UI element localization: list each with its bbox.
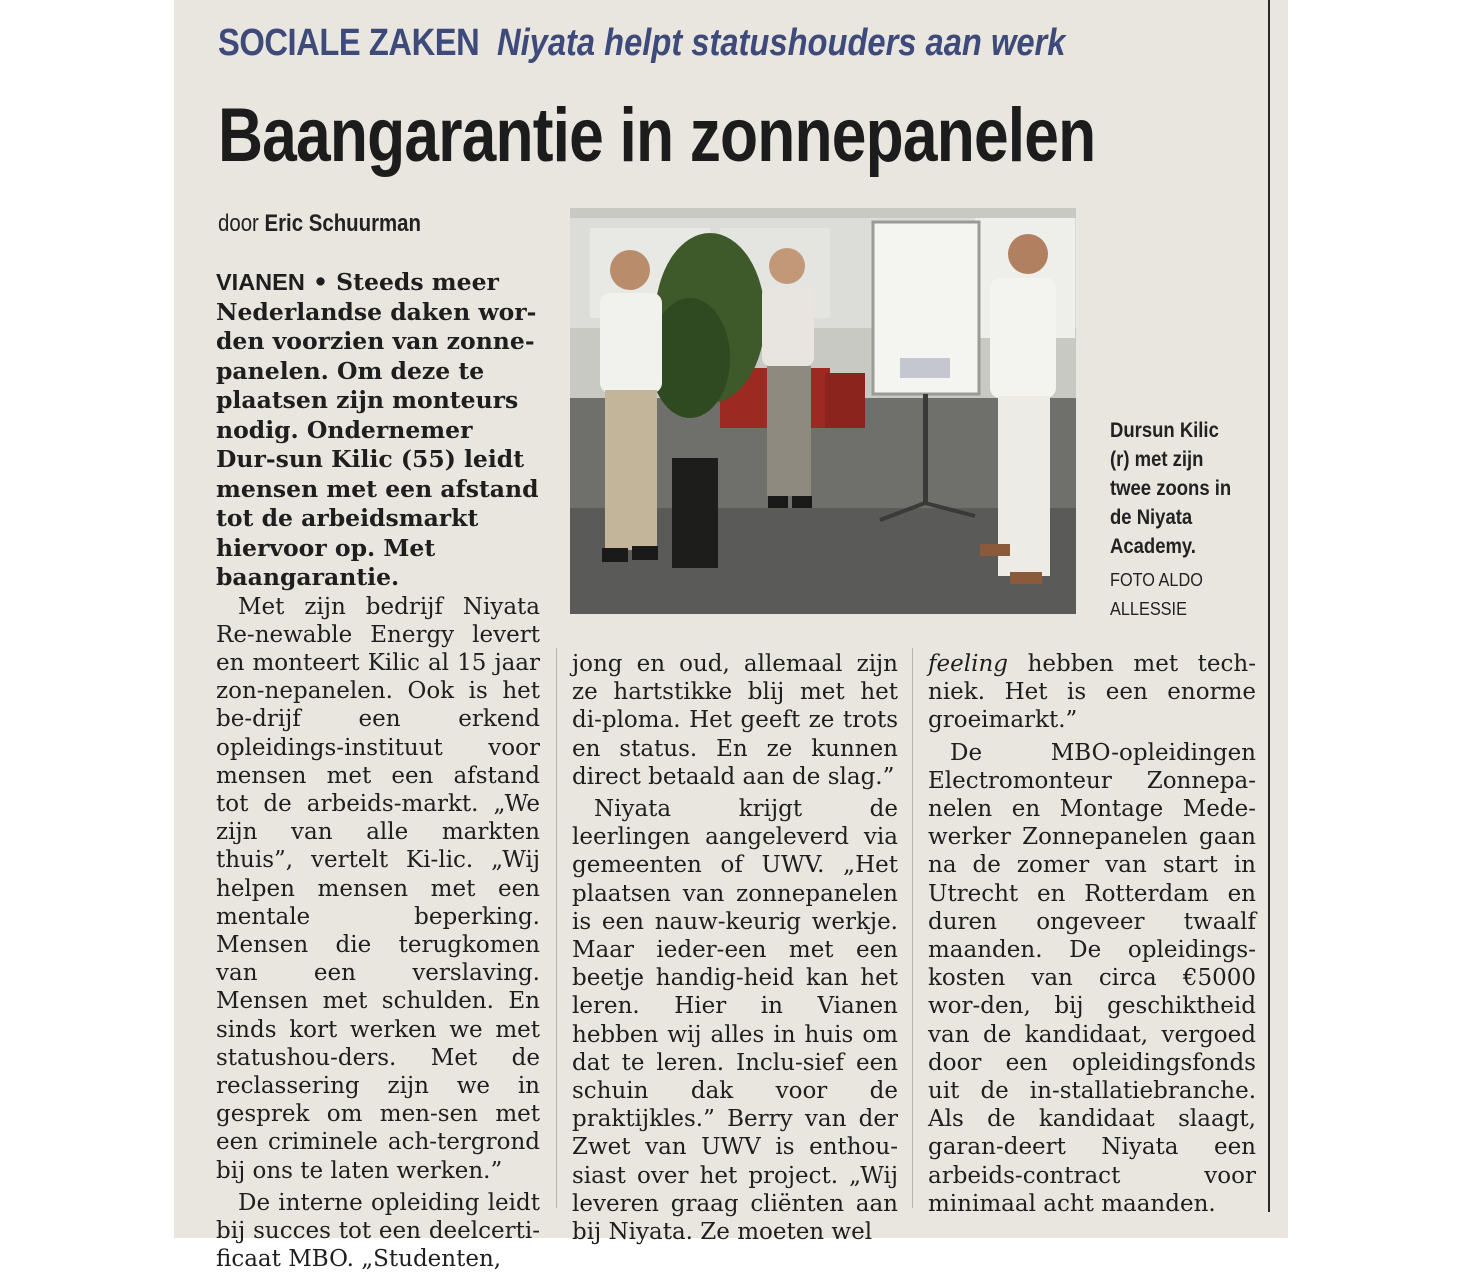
topic-line: Niyata helpt statushouders aan werk bbox=[497, 22, 1066, 64]
photo-caption bbox=[1110, 416, 1260, 623]
byline-prefix: door bbox=[218, 210, 259, 237]
column-rule bbox=[1268, 0, 1270, 1212]
author-name: Eric Schuurman bbox=[264, 210, 421, 237]
column-gutter bbox=[912, 648, 913, 1208]
caption-text: Dursun Kilic (r) met zijn twee zoons in de Niyata Academy. bbox=[1110, 419, 1232, 558]
body-paragraph: De interne opleiding leidt bij succes tot een deelcerti-ficaat MBO. „Studenten, bbox=[216, 1189, 540, 1273]
lead-text: • Steeds meer Nederlandse daken wor-den voorzien van zonne-panelen. Om deze te plaatsen zijn monteurs nodig. Ondernemer Dur-sun Kilic (55) leidt mensen met een afstand tot de arbeidsmarkt hiervoor op. Met baangarantie. bbox=[216, 268, 539, 591]
lead-paragraph bbox=[216, 268, 540, 593]
section-rubric: SOCIALE ZAKEN bbox=[218, 22, 480, 64]
article-column-3 bbox=[928, 650, 1256, 1218]
office-scene-image bbox=[570, 208, 1076, 614]
body-paragraph: jong en oud, allemaal zijn ze hartstikke blij met het di-ploma. Het geeft ze trots en status. En ze kunnen direct betaald aan de slag.” bbox=[572, 651, 898, 790]
emphasis-word: feeling bbox=[928, 651, 1008, 677]
kicker bbox=[218, 22, 1112, 72]
photo-credit: FOTO ALDO ALLESSIE bbox=[1110, 569, 1203, 619]
byline bbox=[218, 210, 421, 238]
column-gutter bbox=[556, 648, 557, 1208]
article-column-1 bbox=[216, 268, 540, 1273]
body-paragraph bbox=[928, 650, 1256, 735]
body-paragraph: Met zijn bedrijf Niyata Re-newable Energy levert en monteert Kilic al 15 jaar zon-nepanelen. Ook is het be-drijf een erkend opleidings-instituut voor mensen met een afstand tot de arbeids-markt. „We zijn van alle markten thuis”, vertelt Ki-lic. „Wij helpen mensen met een mentale beperking. Mensen die terugkomen van een verslaving. Mensen met schulden. En sinds kort werken we met statushou-ders. Met de reclassering zijn we in gesprek om men-sen met een criminele ach-tergrond bij ons te laten werken.” bbox=[216, 593, 540, 1184]
body-paragraph: De MBO-opleidingen Electromonteur Zonnepa-nelen en Montage Mede-werker Zonnepanelen gaan na de zomer van start in Utrecht en Rotterdam en duren ongeveer twaalf maanden. De opleidings-kosten van circa €5000 wor-den, bij geschiktheid van de kandidaat, vergoed door een opleidingsfonds uit de in-stallatiebranche. Als de kandidaat slaagt, garan-deert Niyata een arbeids-contract voor minimaal acht maanden. bbox=[928, 739, 1256, 1217]
dateline: VIANEN bbox=[216, 269, 305, 295]
headline: Baangarantie in zonnepanelen bbox=[218, 93, 1096, 178]
body-text: hebben met tech-niek. Het is een enorme groeimarkt.” bbox=[928, 651, 1256, 734]
article-column-2 bbox=[572, 650, 898, 1246]
body-paragraph: Niyata krijgt de leerlingen aangeleverd via gemeenten of UWV. „Het plaatsen van zonnepanelen is een nauw-keurig werkje. Maar ieder-een met een beetje handig-heid kan het leren. Hier in Vianen hebben wij alles in huis om dat te leren. Inclu-sief een schuin dak voor de praktijkles.” Berry van der Zwet van UWV is enthou-siast over het project. „Wij leveren graag cliënten aan bij Niyata. Ze moeten wel bbox=[572, 796, 898, 1246]
article-photo bbox=[570, 208, 1076, 614]
